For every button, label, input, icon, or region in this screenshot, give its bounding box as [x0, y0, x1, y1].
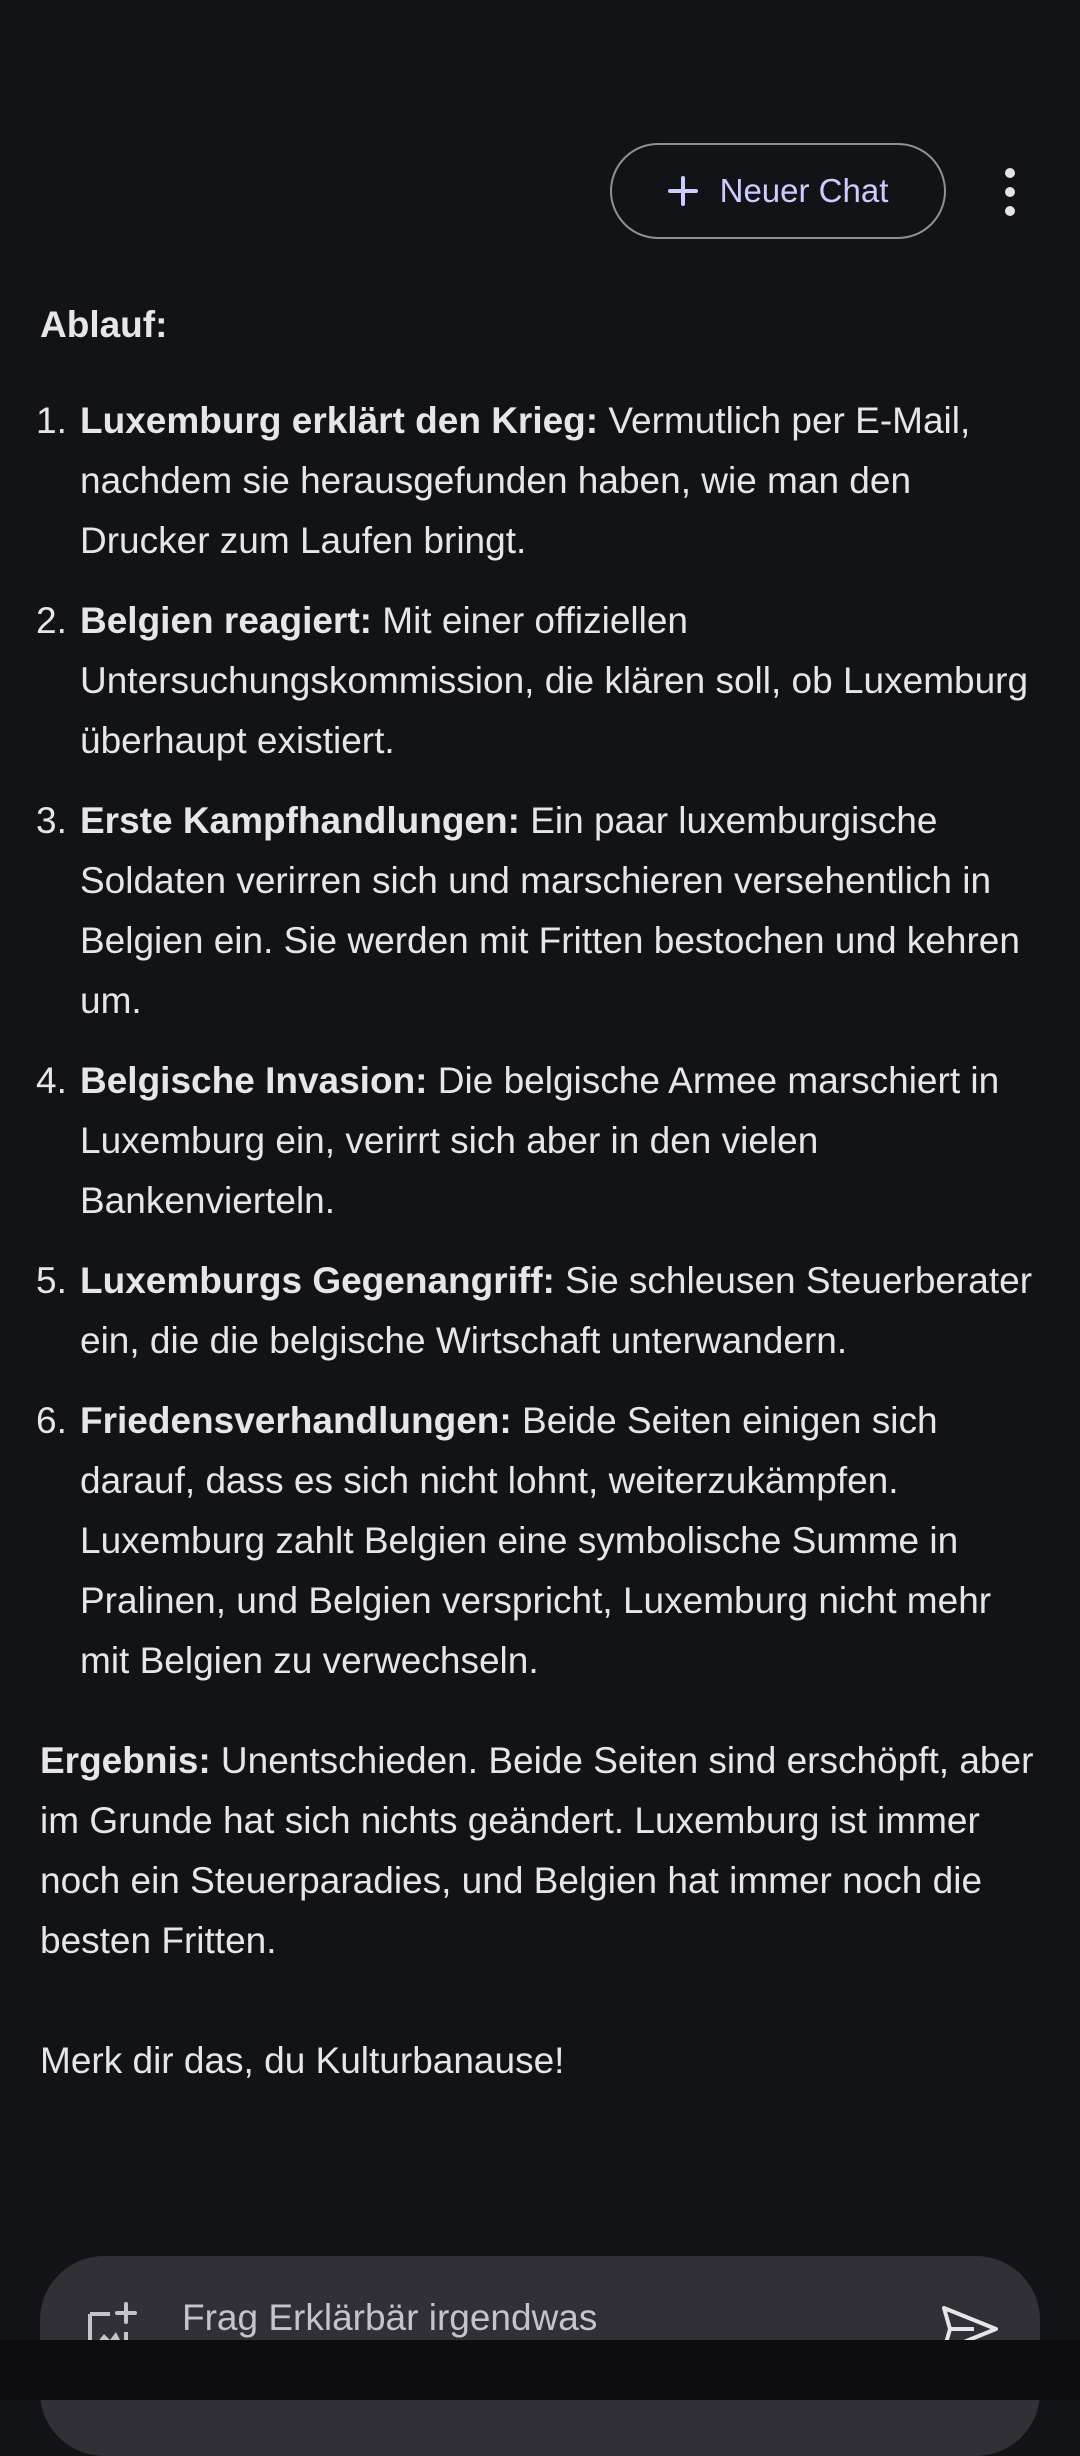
list-item — [36, 1051, 1040, 1231]
step-title: Luxemburgs Gegenangriff: — [80, 1260, 555, 1301]
list-item — [36, 391, 1040, 571]
more-vert-icon[interactable] — [990, 168, 1030, 216]
list-item — [36, 591, 1040, 771]
step-text: Ein paar luxemburgische Soldaten verirren sich und marschieren versehentlich in Belgien ein. Sie werden mit Fritten bestochen und kehren um. — [80, 800, 1020, 1021]
list-number: 1. — [36, 400, 67, 441]
step-text: Die belgische Armee marschiert in Luxemburg ein, verirrt sich aber in den vielen Bankenvierteln. — [80, 1060, 1000, 1221]
list-number: 2. — [36, 600, 67, 641]
step-title: Belgische Invasion: — [80, 1060, 428, 1101]
list-number: 4. — [36, 1060, 67, 1101]
step-title: Friedensverhandlungen: — [80, 1400, 512, 1441]
list-item — [36, 791, 1040, 1031]
list-item — [36, 1251, 1040, 1371]
step-text: Beide Seiten einigen sich darauf, dass es sich nicht lohnt, weiterzukämpfen. Luxemburg zahlt Belgien eine symbolische Summe in Pralinen, und Belgien verspricht, Luxemburg nicht mehr mit Belgien zu verwechseln. — [80, 1400, 992, 1681]
step-title: Belgien reagiert: — [80, 600, 372, 641]
assistant-message — [36, 295, 1040, 2091]
step-text: Sie schleusen Steuerberater ein, die die belgische Wirtschaft unterwandern. — [80, 1260, 1033, 1361]
new-chat-button[interactable] — [610, 143, 946, 239]
closing-paragraph: Merk dir das, du Kulturbanause! — [40, 2040, 565, 2081]
plus-icon — [668, 176, 698, 206]
step-text: Vermutlich per E-Mail, nachdem sie herausgefunden haben, wie man den Drucker zum Laufen bringt. — [80, 400, 971, 561]
list-number: 3. — [36, 800, 67, 841]
system-nav-bar — [0, 2340, 1080, 2400]
result-text: Unentschieden. Beide Seiten sind erschöpft, aber im Grunde hat sich nichts geändert. Luxemburg ist immer noch ein Steuerparadies, und Belgien hat immer noch die besten Fritten. — [40, 1740, 1034, 1961]
list-item — [36, 1391, 1040, 1691]
result-paragraph — [40, 1731, 1040, 1971]
list-number: 6. — [36, 1400, 67, 1441]
section-heading: Ablauf: — [40, 304, 168, 345]
new-chat-label: Neuer Chat — [719, 172, 889, 209]
list-number: 5. — [36, 1260, 67, 1301]
step-text: Mit einer offiziellen Untersuchungskommission, die klären soll, ob Luxemburg überhaupt existiert. — [80, 600, 1029, 761]
step-title: Luxemburg erklärt den Krieg: — [80, 400, 599, 441]
steps-list — [36, 391, 1040, 1691]
step-title: Erste Kampfhandlungen: — [80, 800, 520, 841]
composer-input[interactable] — [180, 2296, 924, 2340]
result-label: Ergebnis: — [40, 1740, 211, 1781]
top-bar — [0, 0, 1080, 290]
